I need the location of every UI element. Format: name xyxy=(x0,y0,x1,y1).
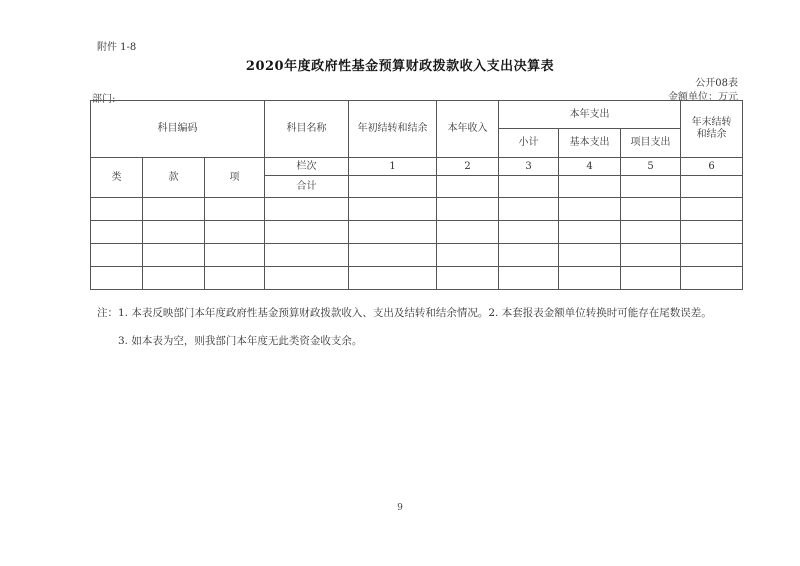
table-cell xyxy=(91,198,143,221)
header-subject-code: 科目编码 xyxy=(91,101,265,158)
table-cell xyxy=(205,198,265,221)
table-row xyxy=(91,244,743,267)
attachment-label: 附件 1-8 xyxy=(97,42,137,53)
table-cell xyxy=(681,221,743,244)
table-cell xyxy=(205,244,265,267)
table-cell xyxy=(91,244,143,267)
table-row xyxy=(91,267,743,290)
table-cell xyxy=(681,244,743,267)
page-number: 9 xyxy=(397,503,403,513)
table-cell xyxy=(437,176,499,198)
header-project-expense: 项目支出 xyxy=(621,129,681,158)
table-code: 公开08表 xyxy=(695,78,738,89)
column-number: 4 xyxy=(559,158,621,176)
table-cell xyxy=(349,244,437,267)
table-cell xyxy=(265,198,349,221)
header-basic-expense: 基本支出 xyxy=(559,129,621,158)
column-number: 6 xyxy=(681,158,743,176)
table-cell xyxy=(559,176,621,198)
table-cell xyxy=(349,198,437,221)
header-year-income: 本年收入 xyxy=(437,101,499,158)
table-cell xyxy=(499,198,559,221)
table-cell xyxy=(621,267,681,290)
column-number: 2 xyxy=(437,158,499,176)
table-cell xyxy=(349,176,437,198)
table-cell xyxy=(499,221,559,244)
table-cell xyxy=(143,221,205,244)
total-label: 合计 xyxy=(265,176,349,198)
column-number: 3 xyxy=(499,158,559,176)
table-row xyxy=(91,198,743,221)
column-number: 5 xyxy=(621,158,681,176)
unit-label: 金额单位：万元 xyxy=(668,92,738,103)
table-cell xyxy=(265,244,349,267)
table-cell xyxy=(349,221,437,244)
table-cell xyxy=(621,176,681,198)
table-cell xyxy=(681,198,743,221)
table-cell xyxy=(499,176,559,198)
table-cell xyxy=(621,198,681,221)
header-xiang: 项 xyxy=(205,158,265,198)
table-cell xyxy=(681,267,743,290)
table-cell xyxy=(91,221,143,244)
page-title: 2020年度政府性基金预算财政拨款收入支出决算表 xyxy=(245,59,555,74)
header-year-expense: 本年支出 xyxy=(499,101,681,129)
footnote-line-1: 注：1. 本表反映部门本年度政府性基金预算财政拨款收入、支出及结转和结余情况。2. 本套报表金额单位转换时可能存在尾数误差。 xyxy=(97,307,712,319)
header-kuan: 款 xyxy=(143,158,205,198)
table-cell xyxy=(205,267,265,290)
table-cell xyxy=(559,267,621,290)
table-cell xyxy=(621,244,681,267)
table-cell xyxy=(143,267,205,290)
budget-table xyxy=(90,100,743,290)
table-cell xyxy=(559,221,621,244)
table-cell xyxy=(437,244,499,267)
table-cell xyxy=(499,244,559,267)
header-begin-balance: 年初结转和结余 xyxy=(349,101,437,158)
header-lei: 类 xyxy=(91,158,143,198)
table-cell xyxy=(621,221,681,244)
table-cell xyxy=(499,267,559,290)
footnote-line-2: 3. 如本表为空，则我部门本年度无此类资金收支余。 xyxy=(118,335,363,347)
table-cell xyxy=(91,267,143,290)
table-cell xyxy=(437,267,499,290)
table-cell xyxy=(143,198,205,221)
table-cell xyxy=(559,244,621,267)
table-cell xyxy=(265,221,349,244)
table-cell xyxy=(437,198,499,221)
department-label: 部门: xyxy=(92,94,116,105)
table-cell xyxy=(205,221,265,244)
table-cell xyxy=(559,198,621,221)
table-cell xyxy=(349,267,437,290)
table-row xyxy=(91,221,743,244)
table-cell xyxy=(265,267,349,290)
column-number: 1 xyxy=(349,158,437,176)
table-cell xyxy=(143,244,205,267)
header-subject-name: 科目名称 xyxy=(265,101,349,158)
table-cell xyxy=(681,176,743,198)
table-cell xyxy=(437,221,499,244)
header-subtotal: 小计 xyxy=(499,129,559,158)
header-end-balance: 年末结转和结余 xyxy=(681,101,743,158)
column-index-label: 栏次 xyxy=(265,158,349,176)
